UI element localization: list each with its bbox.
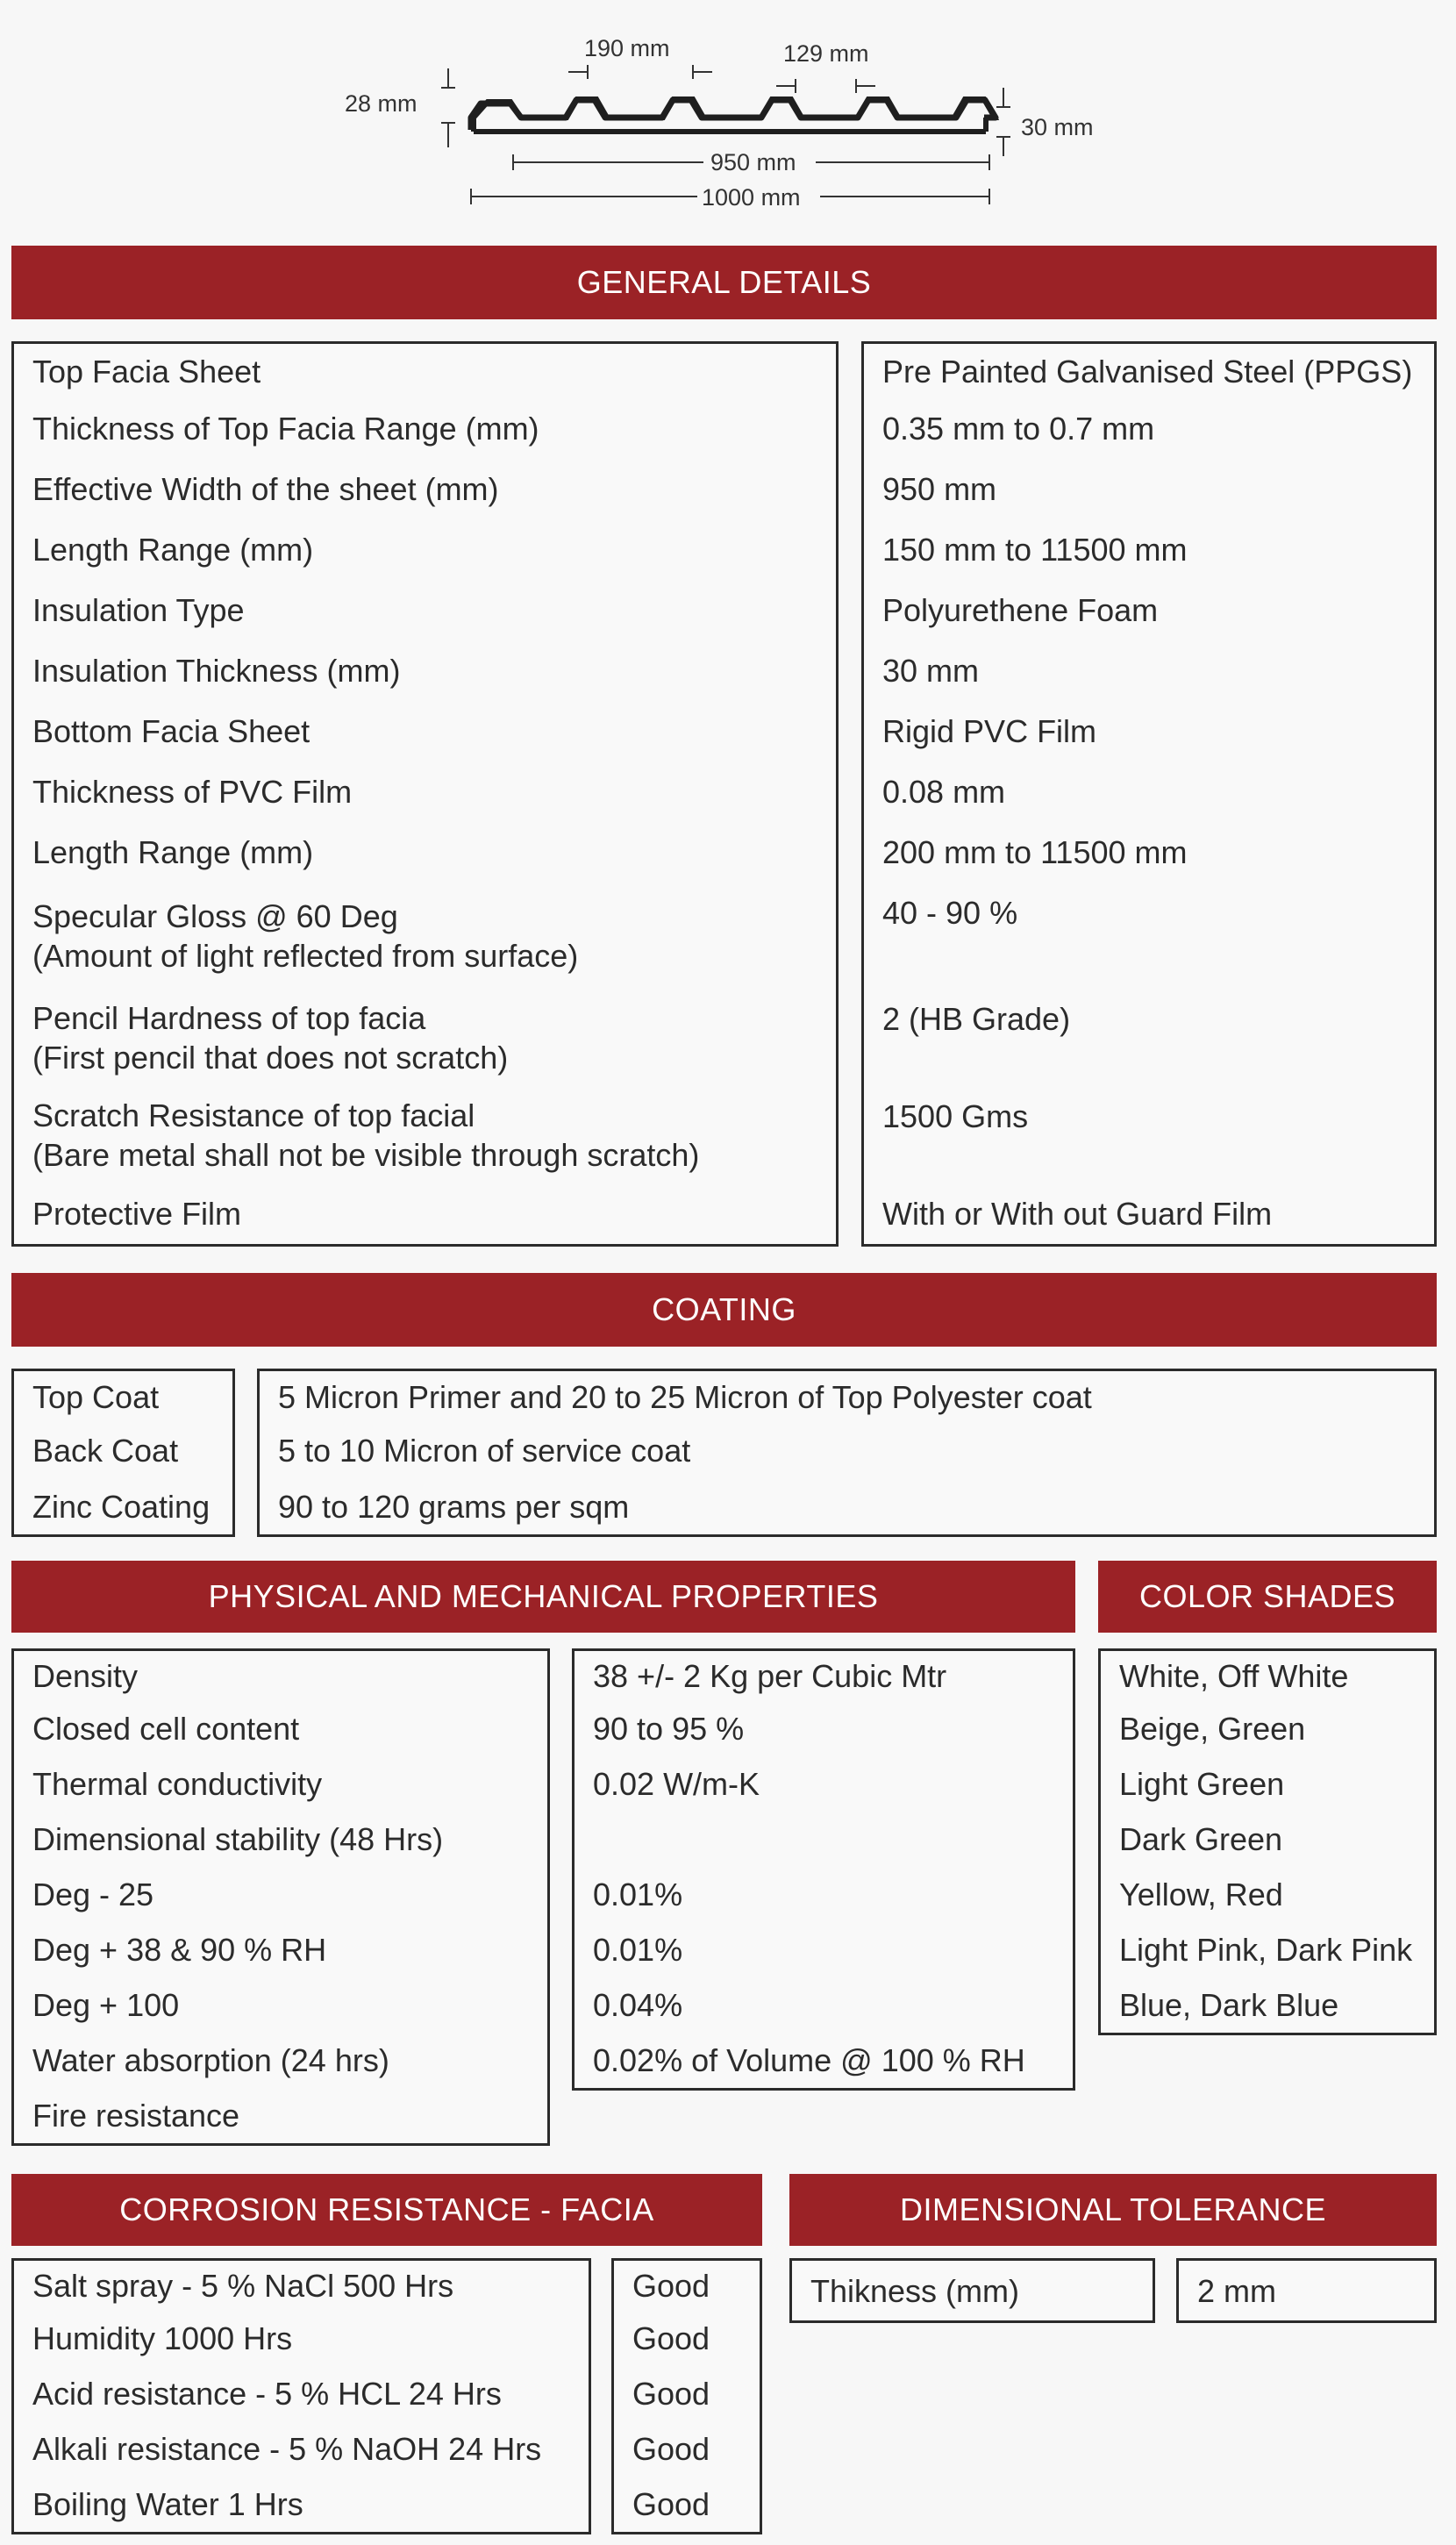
general-label	[11, 640, 839, 704]
corrosion-label-text: Salt spray - 5 % NaCl 500 Hrs	[32, 2268, 454, 2304]
general-value-text: 200 mm to 11500 mm	[882, 834, 1188, 870]
coating-value	[257, 1478, 1437, 1537]
dim-effective-width: 950 mm	[710, 149, 796, 175]
coating-value-text: 5 to 10 Micron of service coat	[278, 1432, 691, 1469]
general-label-text: Bottom Facia Sheet	[32, 713, 310, 749]
color-shade-item-text: Beige, Green	[1119, 1711, 1306, 1747]
corrosion-label-text: Humidity 1000 Hrs	[32, 2320, 293, 2356]
general-label-text: Pencil Hardness of top facia	[32, 999, 426, 1036]
corrosion-label	[11, 2421, 591, 2479]
physical-value	[572, 1977, 1075, 2035]
physical-value-text: 0.04%	[593, 1987, 683, 2023]
general-value	[861, 883, 1437, 991]
general-label-text: Thickness of Top Facia Range (mm)	[32, 411, 539, 447]
physical-label	[11, 1977, 550, 2035]
corrosion-value-text: Good	[632, 2320, 710, 2356]
corrosion-value	[611, 2258, 762, 2313]
general-details-header: GENERAL DETAILS	[11, 246, 1437, 319]
general-value	[861, 519, 1437, 583]
coating-label	[11, 1422, 235, 1481]
general-value-text: 40 - 90 %	[882, 895, 1018, 931]
general-value	[861, 640, 1437, 704]
general-details-values	[861, 341, 1437, 1247]
general-value	[861, 459, 1437, 522]
general-label-text: Length Range (mm)	[32, 532, 314, 568]
physical-label-text: Fire resistance	[32, 2098, 240, 2134]
general-value	[861, 580, 1437, 643]
general-value-text: Pre Painted Galvanised Steel (PPGS)	[882, 353, 1413, 390]
tolerance-label	[789, 2258, 1155, 2323]
coating-values	[257, 1369, 1437, 1537]
coating-value	[257, 1422, 1437, 1481]
general-label	[11, 580, 839, 643]
physical-value-text: 0.01%	[593, 1877, 683, 1912]
general-label-text: Protective Film	[32, 1196, 242, 1232]
physical-label	[11, 2088, 550, 2146]
general-value	[861, 761, 1437, 825]
physical-label-text: Deg - 25	[32, 1877, 154, 1912]
corrosion-value-text: Good	[632, 2376, 710, 2412]
general-label-text: Scratch Resistance of top facial	[32, 1097, 475, 1133]
general-label-text: Top Facia Sheet	[32, 353, 261, 390]
general-label-subtext: (First pencil that does not scratch)	[32, 1039, 509, 1076]
color-shade-item	[1098, 1701, 1437, 1759]
general-label	[11, 1183, 839, 1247]
dim-rib-top: 129 mm	[783, 40, 869, 67]
corrosion-label-text: Acid resistance - 5 % HCL 24 Hrs	[32, 2376, 502, 2412]
physical-label	[11, 1867, 550, 1925]
general-label	[11, 761, 839, 825]
corrosion-value	[611, 2311, 762, 2369]
tolerance-value	[1176, 2258, 1437, 2323]
general-details-labels	[11, 341, 839, 1247]
color-shade-item-text: Light Green	[1119, 1766, 1285, 1802]
general-label-subtext: (Amount of light reflected from surface)	[32, 937, 579, 974]
dim-thickness: 30 mm	[1021, 114, 1094, 140]
corrosion-value-text: Good	[632, 2431, 710, 2467]
corrosion-value	[611, 2421, 762, 2479]
tolerance-value-text: 2 mm	[1197, 2272, 1276, 2309]
corrosion-value-text: Good	[632, 2268, 710, 2304]
physical-label-text: Density	[32, 1658, 139, 1694]
color-shade-item	[1098, 1867, 1437, 1925]
color-shade-item	[1098, 1756, 1437, 1814]
general-label	[11, 822, 839, 885]
corrosion-label	[11, 2477, 591, 2534]
coating-header: COATING	[11, 1273, 1437, 1347]
color-shade-item	[1098, 1977, 1437, 2035]
color-shade-item	[1098, 1812, 1437, 1869]
physical-value	[572, 1867, 1075, 1925]
coating-label	[11, 1478, 235, 1537]
color-shade-item-text: Light Pink, Dark Pink	[1119, 1932, 1413, 1968]
physical-label	[11, 1922, 550, 1980]
physical-label-text: Water absorption (24 hrs)	[32, 2042, 389, 2078]
dim-rib-pitch: 190 mm	[584, 35, 670, 61]
general-value-text: 0.08 mm	[882, 774, 1006, 810]
color-shade-item-text: Blue, Dark Blue	[1119, 1987, 1339, 2023]
corrosion-resistance-header: CORROSION RESISTANCE - FACIA	[11, 2174, 762, 2246]
general-value	[861, 1183, 1437, 1247]
physical-label	[11, 1648, 550, 1704]
physical-label-text: Closed cell content	[32, 1711, 300, 1747]
general-label-text: Insulation Thickness (mm)	[32, 653, 401, 689]
corrosion-label	[11, 2258, 591, 2313]
general-label	[11, 341, 839, 401]
general-label	[11, 398, 839, 461]
general-label-text: Thickness of PVC Film	[32, 774, 353, 810]
general-value	[861, 1086, 1437, 1186]
general-label-text: Length Range (mm)	[32, 834, 314, 870]
coating-value	[257, 1369, 1437, 1425]
general-value	[861, 822, 1437, 885]
coating-label-text: Top Coat	[32, 1378, 160, 1415]
general-value-text: With or With out Guard Film	[882, 1196, 1273, 1232]
physical-label-text: Deg + 100	[32, 1987, 180, 2023]
corrosion-label-text: Boiling Water 1 Hrs	[32, 2486, 303, 2522]
tolerance-label-text: Thikness (mm)	[810, 2272, 1020, 2309]
general-value-text: 2 (HB Grade)	[882, 1001, 1071, 1037]
physical-value	[572, 1701, 1075, 1759]
general-label	[11, 701, 839, 764]
color-shade-item-text: White, Off White	[1119, 1658, 1349, 1694]
general-label-text: Specular Gloss @ 60 Deg	[32, 897, 398, 934]
physical-label-text: Dimensional stability (48 Hrs)	[32, 1821, 444, 1857]
general-value-text: 950 mm	[882, 471, 997, 507]
corrosion-value-text: Good	[632, 2486, 710, 2522]
physical-label-text: Thermal conductivity	[32, 1766, 323, 1802]
general-label	[11, 519, 839, 583]
color-shade-item-text: Dark Green	[1119, 1821, 1283, 1857]
physical-label	[11, 1756, 550, 1814]
general-label-subtext: (Bare metal shall not be visible through scratch)	[32, 1136, 700, 1173]
coating-value-text: 5 Micron Primer and 20 to 25 Micron of Top Polyester coat	[278, 1378, 1092, 1415]
general-value-text: 1500 Gms	[882, 1098, 1029, 1134]
physical-label	[11, 1812, 550, 1869]
general-value-text: 150 mm to 11500 mm	[882, 532, 1188, 568]
coating-value-text: 90 to 120 grams per sqm	[278, 1488, 630, 1525]
general-value	[861, 989, 1437, 1089]
general-label-text: Effective Width of the sheet (mm)	[32, 471, 499, 507]
general-label-text: Insulation Type	[32, 592, 245, 628]
color-shade-item-text: Yellow, Red	[1119, 1877, 1283, 1912]
dimensional-tolerance-header: DIMENSIONAL TOLERANCE	[789, 2174, 1437, 2246]
physical-value	[572, 2033, 1075, 2091]
profile-outline-main	[474, 99, 995, 132]
physical-value	[572, 1648, 1075, 1704]
corrosion-value	[611, 2366, 762, 2424]
coating-label-text: Back Coat	[32, 1432, 179, 1469]
corrosion-label	[11, 2366, 591, 2424]
dim-rib-height: 28 mm	[345, 90, 418, 117]
color-shades-header: COLOR SHADES	[1098, 1561, 1437, 1633]
color-shade-item	[1098, 1648, 1437, 1704]
physical-value-text: 90 to 95 %	[593, 1711, 745, 1747]
coating-label-text: Zinc Coating	[32, 1488, 211, 1525]
general-value-text: 0.35 mm to 0.7 mm	[882, 411, 1155, 447]
physical-labels	[11, 1648, 550, 2147]
panel-profile-diagram	[0, 0, 1456, 228]
coating-labels	[11, 1369, 235, 1537]
corrosion-labels	[11, 2258, 591, 2535]
corrosion-value	[611, 2477, 762, 2534]
physical-label	[11, 1701, 550, 1759]
general-value-text: Rigid PVC Film	[882, 713, 1097, 749]
general-label	[11, 459, 839, 522]
corrosion-label	[11, 2311, 591, 2369]
physical-label	[11, 2033, 550, 2091]
general-label	[11, 989, 839, 1089]
general-value-text: 30 mm	[882, 653, 980, 689]
general-label	[11, 883, 839, 991]
physical-value-text: 38 +/- 2 Kg per Cubic Mtr	[593, 1658, 947, 1694]
general-label	[11, 1086, 839, 1186]
physical-value-text: 0.02% of Volume @ 100 % RH	[593, 2042, 1025, 2078]
physical-value-text: 0.01%	[593, 1932, 683, 1968]
physical-value-text: 0.02 W/m-K	[593, 1766, 760, 1802]
coating-label	[11, 1369, 235, 1425]
general-value	[861, 398, 1437, 461]
general-value	[861, 341, 1437, 401]
dim-total-width: 1000 mm	[702, 184, 801, 211]
general-value	[861, 701, 1437, 764]
corrosion-values	[611, 2258, 762, 2535]
physical-value	[572, 1922, 1075, 1980]
general-value-text: Polyurethene Foam	[882, 592, 1159, 628]
corrosion-label-text: Alkali resistance - 5 % NaOH 24 Hrs	[32, 2431, 542, 2467]
physical-values	[572, 1648, 1075, 2091]
physical-value	[572, 1756, 1075, 1814]
color-shade-item	[1098, 1922, 1437, 1980]
physical-value	[572, 1812, 1075, 1869]
physical-properties-header: PHYSICAL AND MECHANICAL PROPERTIES	[11, 1561, 1075, 1633]
physical-label-text: Deg + 38 & 90 % RH	[32, 1932, 327, 1968]
color-shades-list	[1098, 1648, 1437, 2036]
